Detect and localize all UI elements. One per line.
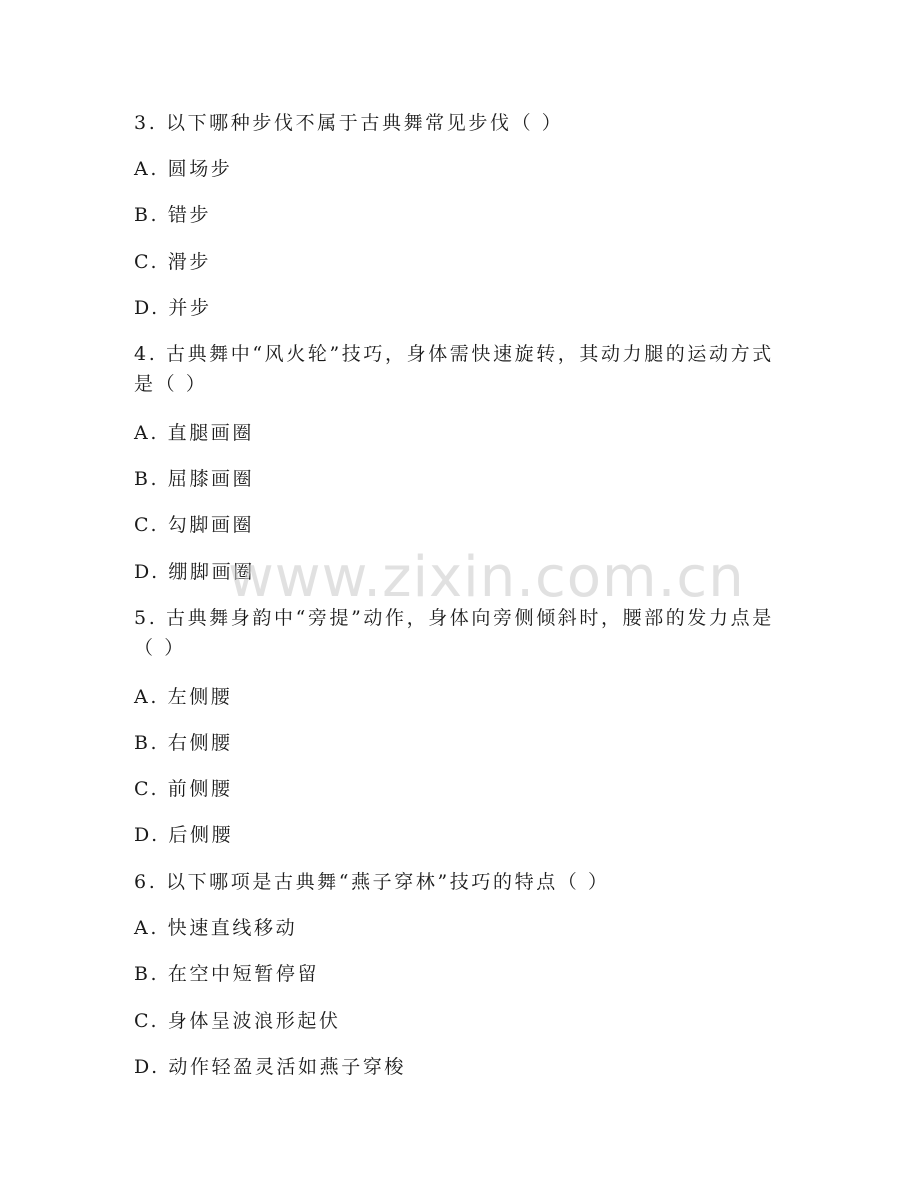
question-6-stem: 6. 以下哪项是古典舞“燕子穿林”技巧的特点（ ） — [134, 871, 610, 893]
question-6-option-a: A. 快速直线移动 — [134, 917, 298, 939]
question-3-stem: 3. 以下哪种步伐不属于古典舞常见步伐（ ） — [134, 112, 564, 134]
question-5-option-c: C. 前侧腰 — [134, 778, 233, 800]
question-3-option-d: D. 并步 — [134, 297, 212, 319]
question-4-stem-line2: 是（ ） — [134, 373, 208, 395]
question-5-stem-line1: 5. 古典舞身韵中“旁提”动作，身体向旁侧倾斜时，腰部的发力点是 — [134, 607, 774, 629]
question-4-option-b: B. 屈膝画圈 — [134, 468, 255, 490]
question-4-option-c: C. 勾脚画圈 — [134, 514, 255, 536]
question-4-option-a: A. 直腿画圈 — [134, 422, 255, 444]
question-6-option-b: B. 在空中短暂停留 — [134, 963, 320, 985]
question-6-option-d: D. 动作轻盈灵活如燕子穿梭 — [134, 1056, 407, 1078]
question-5-stem-line2: （ ） — [134, 637, 186, 659]
question-5-option-a: A. 左侧腰 — [134, 686, 233, 708]
question-5-option-d: D. 后侧腰 — [134, 824, 234, 846]
question-4-option-d: D. 绷脚画圈 — [134, 561, 255, 583]
question-3-option-c: C. 滑步 — [134, 251, 211, 273]
question-4-stem-line1: 4. 古典舞中“风火轮”技巧，身体需快速旋转，其动力腿的运动方式 — [134, 343, 774, 365]
question-6-option-c: C. 身体呈波浪形起伏 — [134, 1010, 341, 1032]
watermark: www.zixin.com.cn — [228, 545, 745, 610]
question-3-option-b: B. 错步 — [134, 204, 212, 226]
question-3-option-a: A. 圆场步 — [134, 158, 233, 180]
question-5-option-b: B. 右侧腰 — [134, 732, 233, 754]
